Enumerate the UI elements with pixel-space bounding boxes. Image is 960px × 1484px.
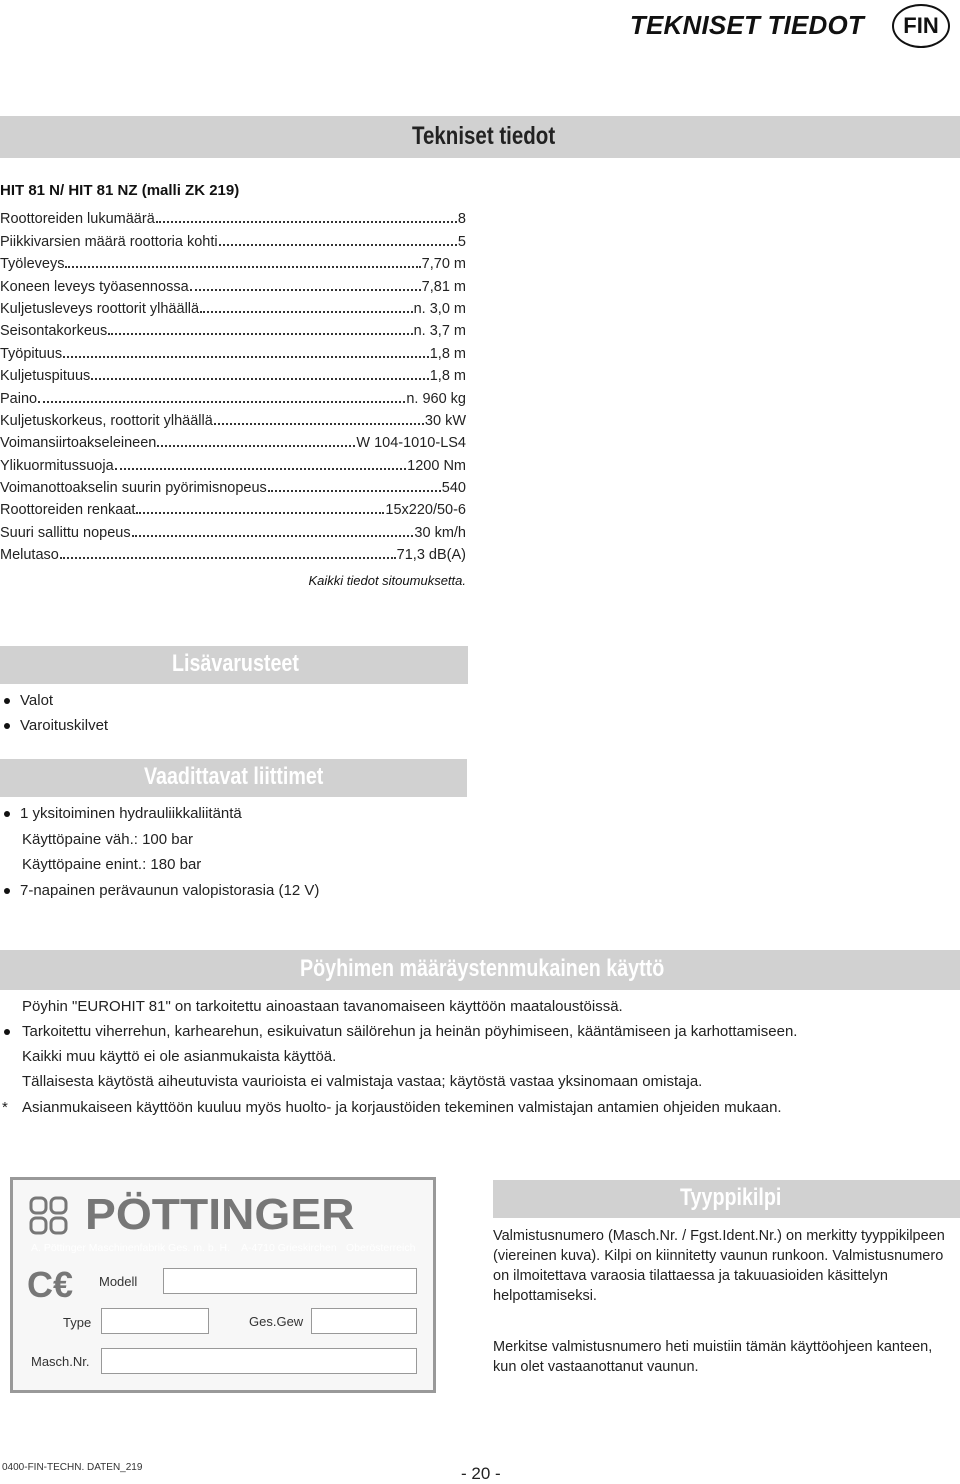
section-title-required: Vaadittavat liittimet (144, 763, 324, 790)
plate-field-maschnr (101, 1348, 417, 1374)
plate-region: Oberösterreich (346, 1242, 416, 1254)
spec-row: Kuljetuskorkeus, roottorit ylhäällä 30 kW (0, 412, 466, 429)
usage-line: Pöyhin "EUROHIT 81" on tarkoitettu ainoastaan tavanomaiseen käyttöön maataloustöissä. (22, 998, 623, 1015)
bullet-icon (4, 723, 10, 729)
list-subitem: Käyttöpaine väh.: 100 bar (22, 831, 193, 848)
list-subitem: Käyttöpaine enint.: 180 bar (22, 856, 202, 873)
bullet-icon (4, 1029, 10, 1035)
usage-marker: * (2, 1099, 8, 1116)
usage-line: Kaikki muu käyttö ei ole asianmukaista käyttöä. (22, 1048, 337, 1065)
plate-field-gesgew (311, 1308, 417, 1334)
usage-line: Tarkoitettu viherrehun, karhearehun, esikuivatun säilörehun ja heinän pöyhimiseen, kääntämiseen ja karhottamiseen. (4, 1023, 797, 1040)
disclaimer-note: Kaikki tiedot sitoumuksetta. (308, 573, 466, 588)
spec-heading: HIT 81 N/ HIT 81 NZ (malli ZK 219) (0, 182, 240, 199)
plate-company: A. Pöttinger Maschinenfabrik Ges. m. b. H. (31, 1242, 230, 1254)
section-title-accessories: Lisävarusteet (172, 650, 299, 677)
list-item: 1 yksitoiminen hydrauliikkaliitäntä (4, 805, 242, 822)
bullet-icon (4, 698, 10, 704)
spec-row: Kuljetusleveys roottorit ylhäällä n. 3,0 m (0, 300, 466, 317)
plate-label-gesgew: Ges.Gew (249, 1314, 304, 1329)
spec-row: Roottoreiden renkaat 15x220/50-6 (0, 502, 466, 519)
spec-row: Melutaso 71,3 dB(A) (0, 547, 466, 564)
spec-row: Ylikuormitussuoja 1200 Nm (0, 457, 466, 474)
spec-row: Voimansiirtoakseleineen W 104-1010-LS4 (0, 435, 466, 452)
list-item: Valot (4, 692, 53, 709)
spec-row: Kuljetuspituus 1,8 m (0, 368, 466, 385)
usage-line: Tällaisesta käytöstä aiheutuvista vaurioista ei valmistaja vastaa; käytöstä vastaa yksinomaan omistaja. (22, 1073, 703, 1090)
spec-row: Roottoreiden lukumäärä 8 (0, 211, 466, 228)
bullet-icon (4, 811, 10, 817)
typeplate-paragraph: Valmistusnumero (Masch.Nr. / Fgst.Ident.Nr.) on merkitty tyyppikilpeen (viereinen kuva). Kilpi on kiinnitetty vaunun runkoon. Valmistusnumero on ilmoitettava varaosia tilattaessa ja takuuasioiden käsittelyn helpottamiseksi. (493, 1228, 945, 1304)
spec-row: Piikkivarsien määrä roottoria kohti 5 (0, 233, 466, 250)
bullet-icon (4, 888, 10, 894)
list-item: Varoituskilvet (4, 717, 108, 734)
plate-address: A-4710 Grieskirchen (241, 1242, 337, 1254)
section-title-typeplate: Tyyppikilpi (680, 1184, 782, 1211)
plate-field-modell (163, 1268, 417, 1294)
brand-wordmark: PÖTTINGER (85, 1190, 355, 1239)
plate-label-type: Type (63, 1315, 92, 1330)
plate-label-modell: Modell (99, 1274, 138, 1289)
spec-row: Voimanottoakselin suurin pyörimisnopeus 540 (0, 480, 466, 497)
type-plate-image (10, 1177, 436, 1393)
page-title: TEKNISET TIEDOT (629, 10, 864, 40)
spec-row: Paino n. 960 kg (0, 390, 466, 407)
typeplate-paragraph: Merkitse valmistusnumero heti muistiin tämän käyttöohjeen kanteen, kun olet vastaanottanut vaunun. (493, 1339, 933, 1375)
spec-row: Työleveys 7,70 m (0, 256, 466, 273)
spec-row: Työpituus 1,8 m (0, 345, 466, 362)
plate-field-type (101, 1308, 209, 1334)
section-title-usage: Pöyhimen määräystenmukainen käyttö (300, 955, 665, 982)
page-number: - 20 - (461, 1464, 501, 1483)
spec-row: Koneen leveys työasennossa 7,81 m (0, 278, 466, 295)
poettinger-logo-icon (29, 1196, 69, 1236)
footer-code: 0400-FIN-TECHN. DATEN_219 (2, 1462, 143, 1473)
usage-line: Asianmukaiseen käyttöön kuuluu myös huolto- ja korjaustöiden tekeminen valmistajan antamien ohjeiden mukaan. (22, 1099, 782, 1116)
spec-row: Seisontakorkeus n. 3,7 m (0, 323, 466, 340)
spec-list (0, 205, 466, 563)
spec-row: Suuri sallittu nopeus 30 km/h (0, 524, 466, 541)
list-item: 7-napainen perävaunun valopistorasia (12 V) (4, 882, 319, 899)
plate-label-maschnr: Masch.Nr. (31, 1354, 90, 1369)
ce-mark-icon: C€ (27, 1264, 74, 1305)
section-title-specs: Tekniset tiedot (412, 122, 556, 150)
language-badge: FIN (892, 4, 950, 48)
